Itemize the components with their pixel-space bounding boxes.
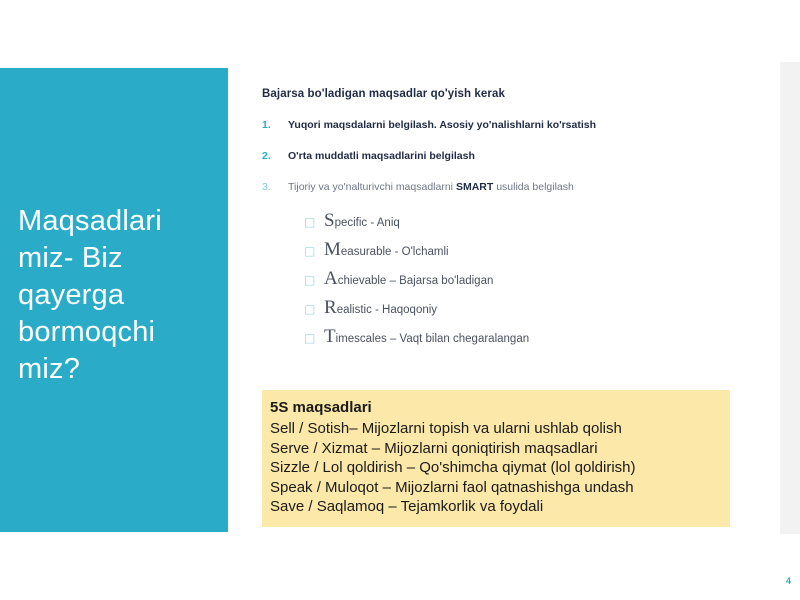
smart-list-item — [304, 240, 762, 259]
page-title: Maqsadlari miz- Biz qayerga bormoqchi miz? — [18, 205, 162, 385]
list-item-text-after: usulida belgilash — [493, 181, 574, 193]
smart-text: chievable – Bajarsa bo'ladigan — [337, 275, 494, 287]
smart-letter: A — [324, 268, 338, 289]
list-item — [262, 180, 762, 194]
callout-line: Serve / Xizmat – Mijozlarni qoniqtirish maqsadlari — [270, 439, 598, 457]
callout-line: Sizzle / Lol qoldirish – Qo'shimcha qiymat (lol qoldirish) — [270, 459, 636, 476]
smart-text: ealistic - Haqoqoniy — [336, 304, 438, 316]
list-item-label: O'rta muddatli maqsadlarini belgilash — [288, 150, 475, 162]
smart-letter: M — [324, 239, 341, 260]
list-item-text-emphasis: SMART — [455, 181, 494, 193]
list-item-text-before: Tijoriy va yo'nalturivchi maqsadlarni — [288, 181, 456, 193]
list-item-label — [288, 180, 574, 194]
callout-box — [262, 390, 730, 527]
list-item — [262, 149, 762, 163]
smart-text: pecific - Aniq — [334, 217, 400, 229]
square-bullet-icon: □ — [304, 302, 316, 316]
list-marker: 1. — [262, 119, 271, 131]
smart-letter: S — [324, 210, 335, 231]
smart-list-item — [304, 211, 762, 230]
square-bullet-icon: □ — [304, 331, 316, 345]
smart-text: easurable - O'lchamli — [340, 246, 449, 258]
list-marker: 3. — [262, 181, 271, 193]
list-item-label: Yuqori maqsdalarni belgilash. Asosiy yo'nalishlarni ko'rsatish — [288, 119, 597, 131]
content-area — [262, 88, 762, 356]
smart-letter: R — [324, 297, 337, 318]
smart-list-item — [304, 298, 762, 317]
list-marker: 2. — [262, 150, 271, 162]
smart-list-item — [304, 269, 762, 288]
list-item — [262, 118, 762, 132]
square-bullet-icon: □ — [304, 215, 316, 229]
smart-text: imescales – Vaqt bilan chegaralangan — [335, 333, 530, 345]
smart-letter: T — [324, 326, 336, 347]
smart-list-item — [304, 327, 762, 346]
callout-line: Sell / Sotish– Mijozlarni topish va ularni ushlab qolish — [270, 420, 622, 437]
page-number: 4 — [785, 576, 791, 586]
callout-title: 5S maqsadlari — [270, 399, 372, 416]
smart-list — [304, 211, 762, 346]
content-heading: Bajarsa bo'ladigan maqsadlar qo'yish kerak — [262, 88, 505, 100]
right-margin-strip — [780, 62, 800, 534]
square-bullet-icon: □ — [304, 244, 316, 258]
callout-line: Save / Saqlamoq – Tejamkorlik va foydali — [270, 498, 544, 515]
callout-line: Speak / Muloqot – Mijozlarni faol qatnashishga undash — [270, 478, 634, 496]
title-panel — [0, 68, 228, 532]
square-bullet-icon: □ — [304, 273, 316, 287]
